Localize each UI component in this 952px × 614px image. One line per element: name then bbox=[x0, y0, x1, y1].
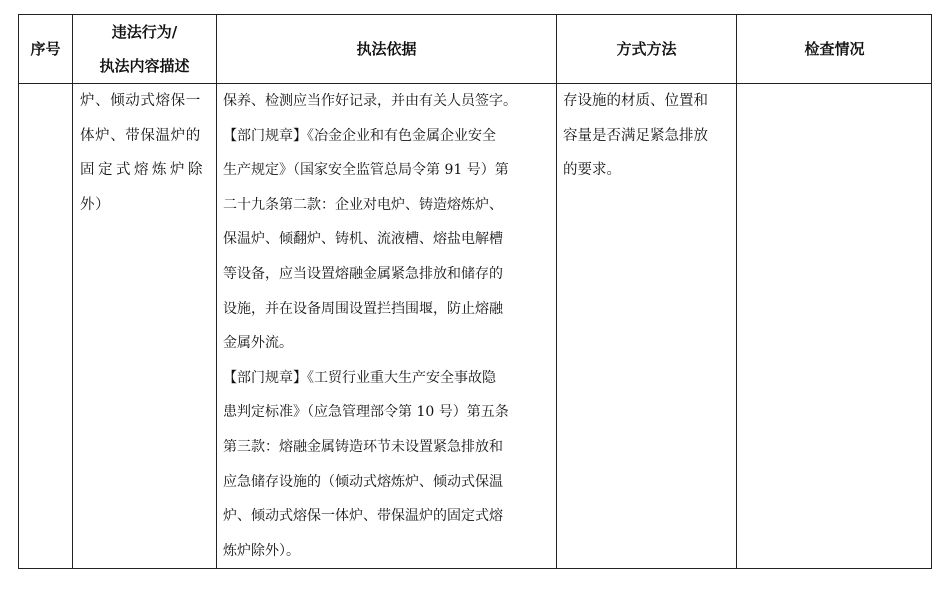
header-violation-line2: 执法内容描述 bbox=[99, 57, 190, 75]
legal-basis-line: 生产规定》（国家安全监管总局令第 91 号）第 bbox=[223, 162, 509, 179]
header-inspection-status: 检查情况 bbox=[804, 40, 865, 58]
cell-violation-description bbox=[80, 84, 210, 222]
cell-legal-basis bbox=[223, 84, 553, 568]
column-divider bbox=[216, 15, 217, 568]
column-divider bbox=[556, 15, 557, 568]
legal-basis-line: 【部门规章】《工贸行业重大生产安全事故隐 bbox=[223, 369, 496, 386]
legal-basis-line: 等设备，应当设置熔融金属紧急排放和储存的 bbox=[223, 265, 503, 282]
violation-line: 体炉、带保温炉的 bbox=[80, 127, 201, 144]
legal-basis-line: 二十九条第二款：企业对电炉、铸造熔炼炉、 bbox=[223, 196, 503, 213]
header-serial-number: 序号 bbox=[30, 40, 61, 58]
legal-basis-line: 炼炉除外）。 bbox=[223, 542, 300, 559]
column-divider bbox=[736, 15, 737, 568]
header-legal-basis: 执法依据 bbox=[356, 40, 417, 58]
violation-line: 固定式熔炼炉除 bbox=[80, 162, 206, 179]
cell-method bbox=[563, 84, 733, 188]
header-violation-line1: 违法行为/ bbox=[111, 23, 178, 41]
legal-basis-line: 患判定标准》（应急管理部令第 10 号）第五条 bbox=[223, 404, 509, 421]
header-violation-description bbox=[73, 15, 216, 83]
legal-basis-line: 【部门规章】《冶金企业和有色金属企业安全 bbox=[223, 127, 496, 144]
legal-basis-line: 金属外流。 bbox=[223, 335, 293, 352]
legal-basis-line: 保温炉、倾翻炉、铸机、流液槽、熔盐电解槽 bbox=[223, 231, 503, 248]
header-method: 方式方法 bbox=[616, 40, 677, 58]
legal-basis-line: 第三款：熔融金属铸造环节未设置紧急排放和 bbox=[223, 438, 503, 455]
legal-basis-line: 保养、检测应当作好记录，并由有关人员签字。 bbox=[223, 93, 517, 109]
enforcement-table bbox=[18, 14, 932, 569]
column-divider bbox=[72, 15, 73, 568]
method-line: 容量是否满足紧急排放 bbox=[563, 127, 708, 144]
method-line: 的要求。 bbox=[563, 162, 621, 179]
legal-basis-line: 应急储存设施的（倾动式熔炼炉、倾动式保温 bbox=[223, 473, 503, 490]
method-line: 存设施的材质、位置和 bbox=[563, 93, 708, 109]
violation-line: 外） bbox=[80, 196, 111, 213]
legal-basis-line: 设施，并在设备周围设置拦挡围堰，防止熔融 bbox=[223, 300, 503, 317]
legal-basis-line: 炉、倾动式熔保一体炉、带保温炉的固定式熔 bbox=[223, 508, 503, 525]
violation-line: 炉、倾动式熔保一 bbox=[80, 93, 201, 109]
